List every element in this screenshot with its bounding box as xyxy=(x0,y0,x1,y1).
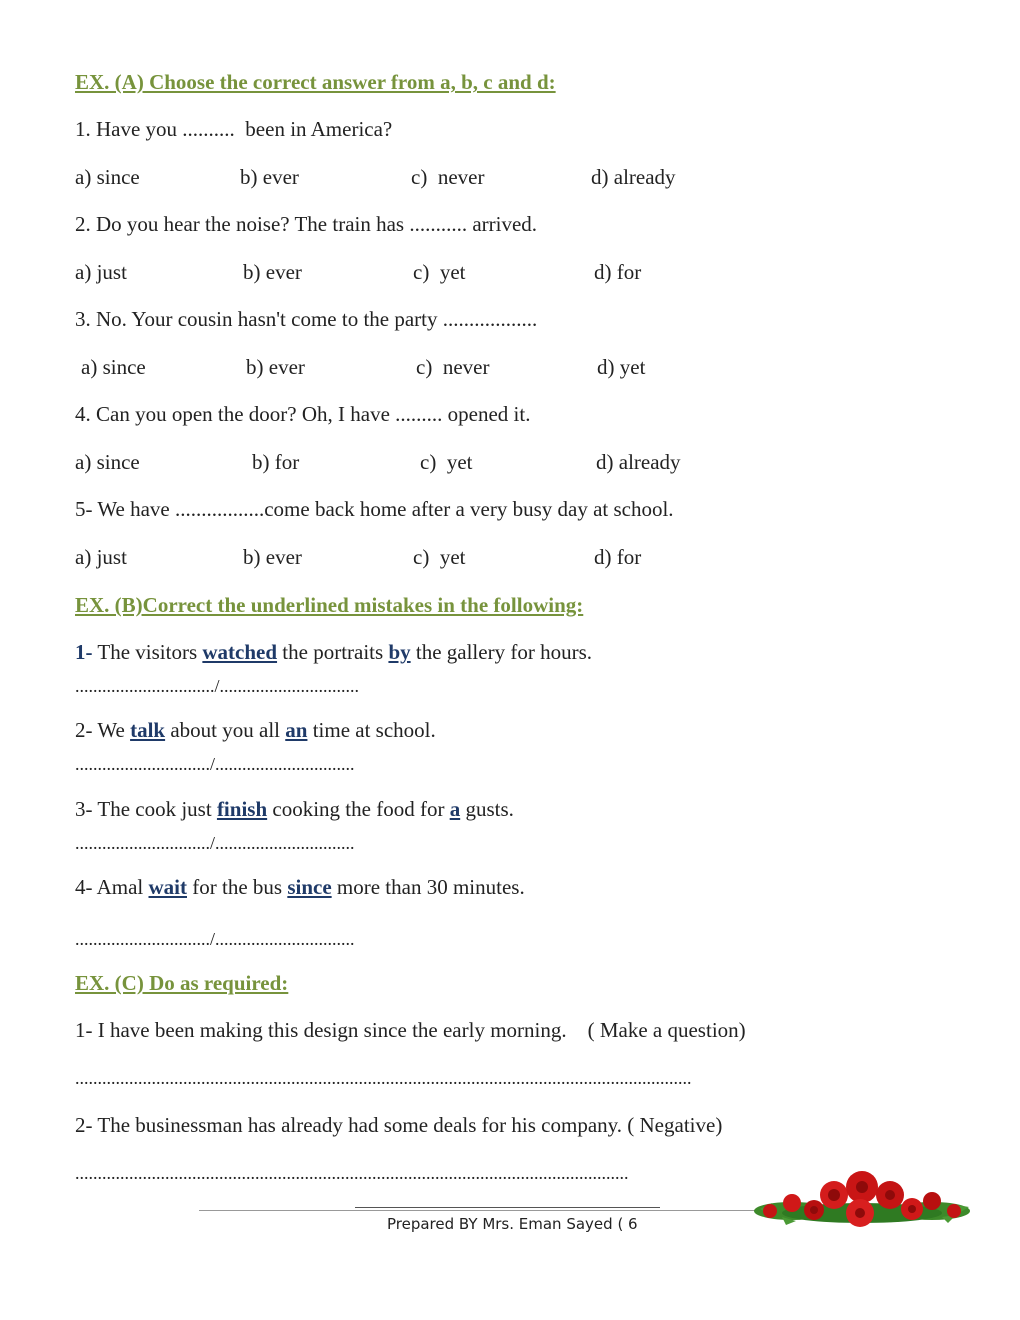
sentence-part: time at school. xyxy=(307,718,436,742)
answer-line: ........................................................................................................................... xyxy=(75,1163,629,1183)
answer-line: .............................../............................... xyxy=(75,676,360,696)
answer-line: ............................../............................... xyxy=(75,833,355,853)
answer-line: ............................../............................... xyxy=(75,929,355,949)
sentence-part: 3- The cook just xyxy=(75,797,217,821)
sentence-part: 4- Amal xyxy=(75,875,149,899)
option-b: b) ever xyxy=(243,545,302,569)
option-c: c) never xyxy=(416,355,490,379)
sentence-part: The visitors xyxy=(92,640,203,664)
question-a3: 3. No. Your cousin hasn't come to the party .................. xyxy=(75,307,538,331)
underlined-mistake: by xyxy=(388,640,411,664)
answer-line: ............................../............................... xyxy=(75,754,355,774)
underlined-mistake: a xyxy=(449,797,461,821)
option-c: c) yet xyxy=(413,545,466,569)
question-a5: 5- We have .................come back home after a very busy day at school. xyxy=(75,497,674,521)
option-a: a) just xyxy=(75,260,127,284)
exercise-a-heading: EX. (A) Choose the correct answer from a, b, c and d: xyxy=(75,70,556,94)
question-number: 1- xyxy=(75,640,93,664)
exercise-c-heading: EX. (C) Do as required: xyxy=(75,971,289,995)
option-b: b) ever xyxy=(240,165,299,189)
question-c1: 1- I have been making this design since the early morning. ( Make a question) xyxy=(75,1018,746,1042)
option-d: d) yet xyxy=(597,355,646,379)
sentence-part: the portraits xyxy=(277,640,389,664)
sentence-part: the gallery for hours. xyxy=(410,640,592,664)
question-c2: 2- The businessman has already had some deals for his company. ( Negative) xyxy=(75,1113,723,1137)
footer-credit: Prepared BY Mrs. Eman Sayed ( 6 xyxy=(387,1215,638,1233)
option-a: a) since xyxy=(75,165,140,189)
underlined-mistake: finish xyxy=(216,797,268,821)
sentence-part: about you all xyxy=(165,718,286,742)
option-a: a) since xyxy=(81,355,146,379)
option-c: c) never xyxy=(411,165,485,189)
option-c: c) yet xyxy=(420,450,473,474)
option-b: b) for xyxy=(252,450,300,474)
answer-line: ......................................................................................................................................... xyxy=(75,1068,692,1088)
question-a1: 1. Have you .......... been in America? xyxy=(75,117,393,141)
sentence-part: 2- We xyxy=(75,718,131,742)
option-d: d) already xyxy=(596,450,681,474)
underlined-mistake: talk xyxy=(130,718,166,742)
sentence-part: for the bus xyxy=(187,875,288,899)
option-c: c) yet xyxy=(413,260,466,284)
roses-decoration-icon xyxy=(752,1165,974,1233)
footer-divider xyxy=(199,1210,759,1211)
question-a2: 2. Do you hear the noise? The train has ........... arrived. xyxy=(75,212,538,236)
option-b: b) ever xyxy=(243,260,302,284)
exercise-b-heading: EX. (B)Correct the underlined mistakes in the following: xyxy=(75,593,584,617)
underlined-mistake: watched xyxy=(202,640,278,664)
question-b1 xyxy=(75,639,592,665)
footer-divider-top xyxy=(355,1207,660,1208)
underlined-mistake: since xyxy=(287,875,332,899)
underlined-mistake: an xyxy=(285,718,308,742)
option-b: b) ever xyxy=(246,355,305,379)
option-d: d) for xyxy=(594,260,642,284)
question-b3 xyxy=(75,796,514,822)
option-a: a) since xyxy=(75,450,140,474)
sentence-part: cooking the food for xyxy=(267,797,450,821)
question-b2 xyxy=(75,717,436,743)
option-a: a) just xyxy=(75,545,127,569)
sentence-part: gusts. xyxy=(460,797,514,821)
underlined-mistake: wait xyxy=(148,875,187,899)
option-d: d) already xyxy=(591,165,676,189)
sentence-part: more than 30 minutes. xyxy=(331,875,525,899)
option-d: d) for xyxy=(594,545,642,569)
question-b4 xyxy=(75,874,525,900)
question-a4: 4. Can you open the door? Oh, I have ......... opened it. xyxy=(75,402,531,426)
